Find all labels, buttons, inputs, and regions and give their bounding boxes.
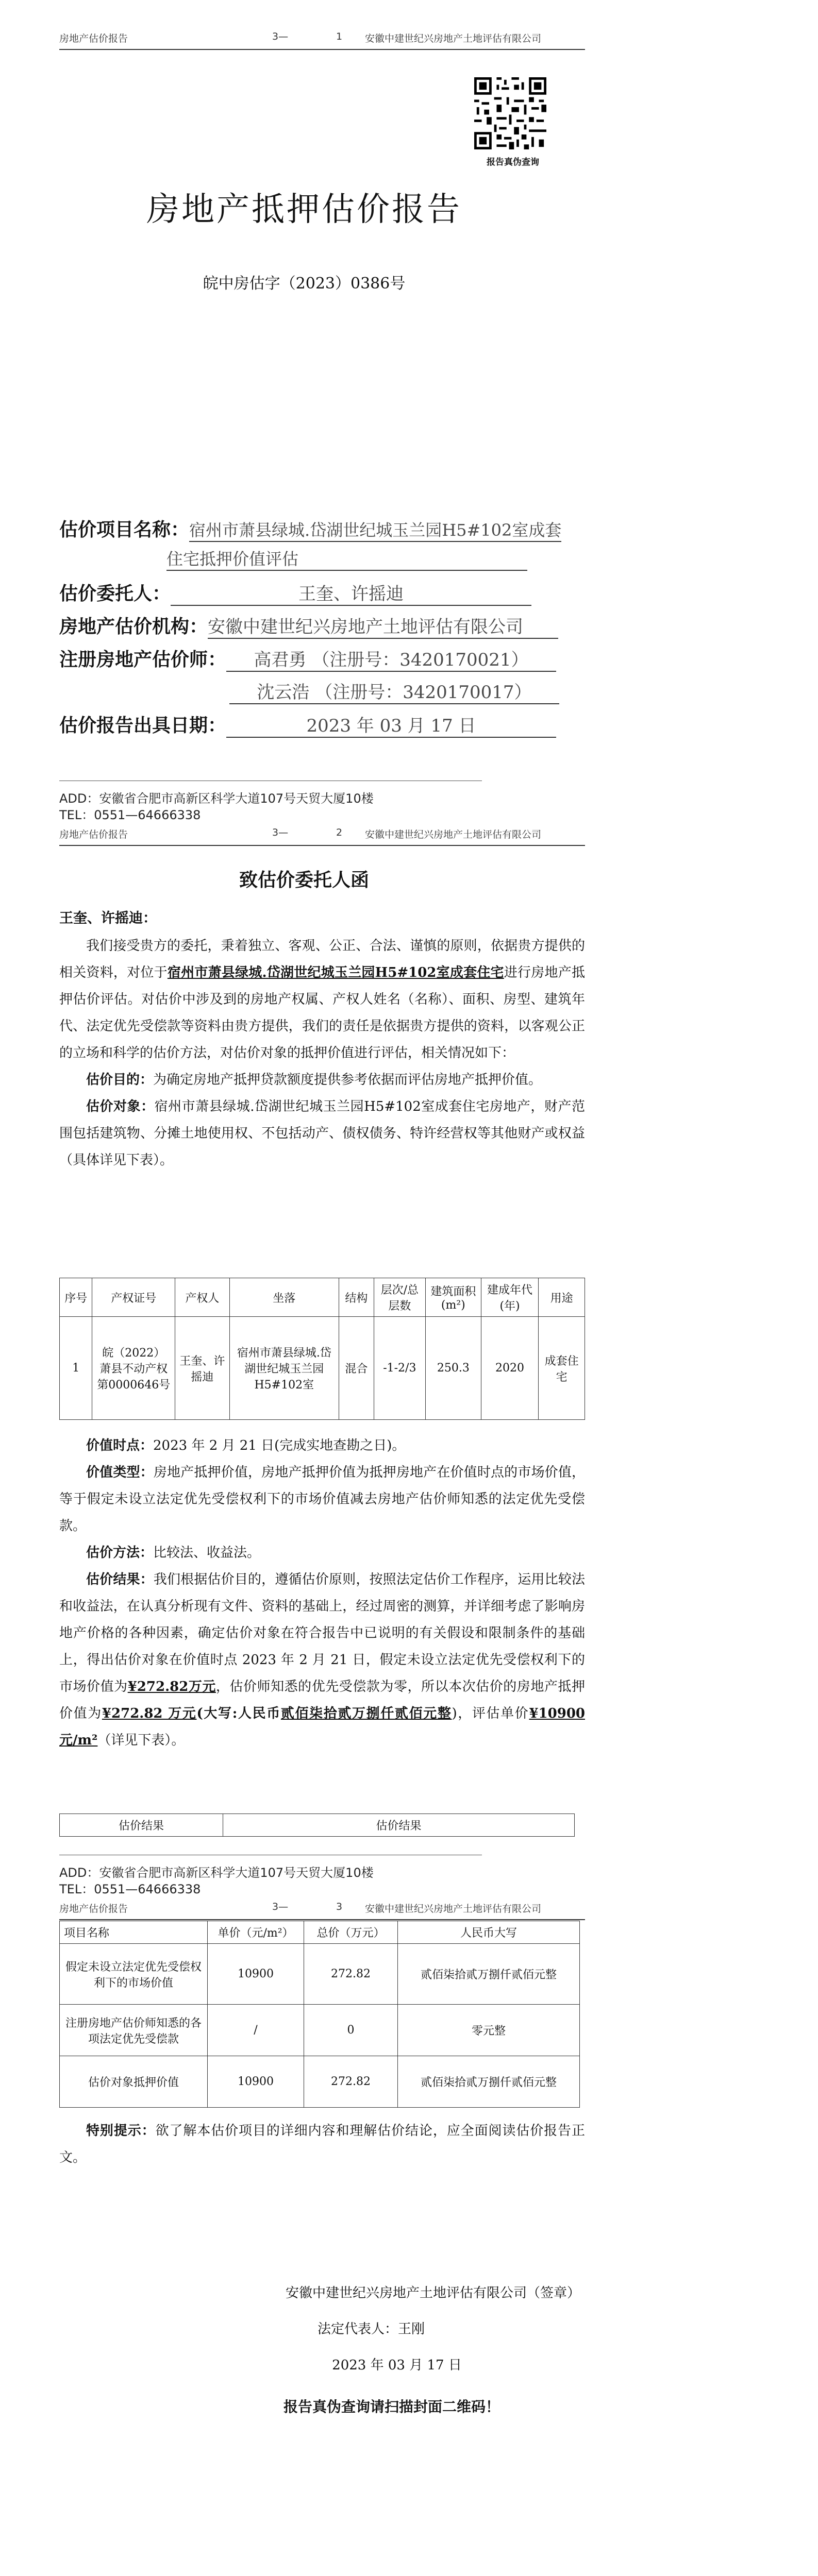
cover-field-appraiser-2 [59,678,575,711]
special-note [59,2117,585,2171]
purpose-text: 为确定房地产抵押贷款额度提供参考依据而评估房地产抵押价值。 [153,1072,542,1088]
footer-address: ADD：安徽省合肥市高新区科学大道107号天贸大厦10楼 [59,1866,374,1880]
result-bar [59,1814,575,1837]
col-header: 坐落 [229,1278,339,1317]
report-title: 房地产抵押估价报告 [146,191,462,229]
header-left: 房地产估价报告 [59,1903,128,1914]
header-left: 房地产估价报告 [59,33,128,44]
method-text: 比较法、收益法。 [153,1545,261,1561]
letter-intro [59,933,585,1066]
intro-property: 宿州市萧县绿城.岱湖世纪城玉兰园H5#102室成套住宅 [167,965,504,980]
table-cell: 假定未设立法定优先受偿权利下的市场价值 [60,1944,208,2005]
intro-text-a: 我们接受贵方的委托，秉着独立、客观、公正、合法、谨慎的原则，依据贵方提供的相关资料，对位于 [59,938,585,980]
table-cell: 宿州市萧县绿城.岱湖世纪城玉兰园H5#102室 [229,1317,339,1420]
header-right: 安徽中建世纪兴房地产土地评估有限公司 [365,33,542,44]
sign-company: 安徽中建世纪兴房地产土地评估有限公司（签章） [285,2285,580,2301]
col-header: 产权人 [175,1278,230,1317]
header-page-number: 2 [336,827,343,838]
cover-field-project [59,515,575,546]
table-cell: 250.3 [425,1317,481,1420]
cover-field-date [59,711,575,744]
sign-representative: 法定代表人：王刚 [317,2321,425,2337]
field-label: 估价报告出具日期： [59,715,227,736]
intro-text-c: 进行房地产抵押估价评估。对估价中涉及到的房地产权属、产权人姓名（名称）、面积、房型、建筑年代、法定优先受偿款等资料由贵方提供，我们的责任是依据贵方提供的资料，以客观公正的立场和科学的估价方法，对估价对象的抵押价值进行评估，相关情况如下： [59,965,585,1061]
letter-date [59,1432,585,1459]
header-page-number: 1 [336,31,343,42]
header-left: 房地产估价报告 [59,829,128,840]
table-row [60,1317,585,1420]
qr-caption: 报告真伪查询 [487,157,539,167]
property-table [59,1278,585,1420]
field-value-cont: 住宅抵押价值评估 [166,546,527,571]
table-row [60,2056,580,2108]
table-cell: 10900 [208,2056,304,2108]
col-header: 层次/总层数 [374,1278,425,1317]
table-cell: 成套住宅 [539,1317,585,1420]
field-label: 估价委托人： [59,583,171,604]
table-cell: 1 [60,1317,92,1420]
col-header: 结构 [339,1278,374,1317]
result-text-a: 我们根据估价目的，遵循估价原则，按照法定估价工作程序，运用比较法和收益法，在认真分析现有文件、资料的基础上，经过周密的测算，并详细考虑了影响房地产价格的各种因素，确定估价对象在符合报告中已说明的有关假设和限制条件的基础上，得出估价对象在价值时点 2023 年 2 月 21 日，假定未设立法定优先受偿权利下的市场价值为 [59,1572,585,1694]
result-unit-price: ¥10900元/m² [59,1706,585,1748]
col-header: 用途 [539,1278,585,1317]
table-header-row [60,1278,585,1317]
header-right: 安徽中建世纪兴房地产土地评估有限公司 [365,829,542,840]
result-text-i: （详见下表）。 [97,1733,185,1748]
special-text: 欲了解本估价项目的详细内容和理解估价结论，应全面阅读估价报告正文。 [59,2123,585,2165]
result-text-c: ，估价师知悉的优先受偿款为零，所以本次估价的房地产抵押价值为 [59,1679,585,1721]
letter-value-type [59,1459,585,1539]
field-label: 估价项目名称： [59,519,190,540]
result-value-words: 贰佰柒拾贰万捌仟贰佰元整 [280,1706,452,1721]
table-cell: 贰佰柒拾贰万捌仟贰佰元整 [398,2056,580,2108]
letter-method [59,1539,585,1566]
header-page-prefix: 3— [272,827,289,838]
letter-greeting: 王奎、许摇迪： [59,910,157,926]
header-page-number: 3 [336,1901,343,1912]
object-text: 宿州市萧县绿城.岱湖世纪城玉兰园H5#102室成套住宅房地产，财产范围包括建筑物、分摊土地使用权、不包括动产、债权债务、特许经营权等其他财产或权益（具体详见下表）。 [59,1099,585,1168]
cover-field-appraiser [59,645,575,678]
letter-body [59,933,585,1174]
letter-title: 致估价委托人函 [239,869,369,891]
cover-field-project-cont [59,546,575,579]
date-text: 2023 年 2 月 21 日(完成实地查勘之日)。 [153,1438,406,1453]
header-rule [59,845,585,846]
col-header: 建筑面积(m²) [425,1278,481,1317]
header-rule [59,1919,585,1920]
table-cell: 混合 [339,1317,374,1420]
table-cell: 2020 [481,1317,538,1420]
cover-field-agency [59,612,575,645]
col-header: 项目名称 [60,1921,208,1944]
field-value: 2023 年 03 月 17 日 [226,711,556,738]
table-cell: 272.82 [304,2056,398,2108]
footer-phone: TEL：0551—64666338 [59,808,201,822]
special-label: 特别提示： [86,2123,156,2139]
table-row [60,1944,580,2005]
table-cell: 注册房地产估价师知悉的各项法定优先受偿款 [60,2005,208,2056]
result-mortgage-value: ¥272.82 万元 [102,1706,197,1721]
col-header: 总价（万元） [304,1921,398,1944]
report-number: 皖中房估字（2023）0386号 [203,275,406,293]
col-header: 单价（元/m²） [208,1921,304,1944]
purpose-label: 估价目的： [86,1072,154,1088]
field-value: 宿州市萧县绿城.岱湖世纪城玉兰园H5#102室成套 [189,517,561,542]
result-market-value: ¥272.82万元 [127,1679,216,1694]
header-rule [59,49,585,50]
field-label: 注册房地产估价师： [59,649,227,670]
table-row [60,2005,580,2056]
result-text-e: (大写:人民币 [196,1706,281,1721]
header-page-prefix: 3— [272,1901,289,1912]
field-value: 安徽中建世纪兴房地产土地评估有限公司 [208,613,558,639]
field-value-cont: 沈云浩 （注册号：3420170017） [229,678,559,704]
object-label: 估价对象： [86,1099,155,1114]
sign-date: 2023 年 03 月 17 日 [332,2358,462,2373]
result-label: 估价结果： [86,1572,154,1587]
table-cell: 10900 [208,1944,304,2005]
type-label: 价值类型： [86,1465,154,1480]
table-cell: 贰佰柒拾贰万捌仟贰佰元整 [398,1944,580,2005]
table-cell: 王奎、许摇迪 [175,1317,230,1420]
header-right: 安徽中建世纪兴房地产土地评估有限公司 [365,1903,542,1914]
col-header: 建成年代(年) [481,1278,538,1317]
field-value: 高君勇 （注册号：3420170021） [226,646,556,672]
table-cell: 272.82 [304,1944,398,2005]
col-header: 产权证号 [92,1278,175,1317]
type-text: 房地产抵押价值，房地产抵押价值为抵押房地产在价值时点的市场价值，等于假定未设立法定优先受偿权利下的市场价值减去房地产估价师知悉的法定优先受偿款。 [59,1465,585,1534]
footer-phone: TEL：0551—64666338 [59,1882,201,1896]
table-cell: 皖（2022）萧县不动产权第0000646号 [92,1317,175,1420]
table-cell: 估价对象抵押价值 [60,2056,208,2108]
letter-object [59,1093,585,1174]
table-cell: 0 [304,2005,398,2056]
table-cell: -1-2/3 [374,1317,425,1420]
method-label: 估价方法： [86,1545,154,1561]
verify-note: 报告真伪查询请扫描封面二维码！ [283,2398,500,2415]
col-header: 序号 [60,1278,92,1317]
date-label: 价值时点： [86,1438,154,1453]
col-header: 人民币大写 [398,1921,580,1944]
letter-body-2 [59,1432,585,1754]
result-bar-right: 估价结果 [223,1814,575,1837]
field-label: 房地产估价机构： [59,616,208,637]
table-cell: / [208,2005,304,2056]
special-note-text [59,2117,585,2171]
table-cell: 零元整 [398,2005,580,2056]
footer-address: ADD：安徽省合肥市高新区科学大道107号天贸大厦10楼 [59,791,374,806]
result-text-g: )，评估单价 [452,1706,529,1721]
cover-fields [59,515,575,744]
letter-purpose [59,1066,585,1093]
qr-code-icon[interactable] [474,77,546,149]
header-page-prefix: 3— [272,31,289,42]
table-header-row [60,1921,580,1944]
field-value: 王奎、许摇迪 [171,580,531,606]
valuation-results-table [59,1921,580,2108]
result-bar-left: 估价结果 [60,1814,223,1837]
cover-field-client [59,579,575,612]
letter-result [59,1566,585,1754]
